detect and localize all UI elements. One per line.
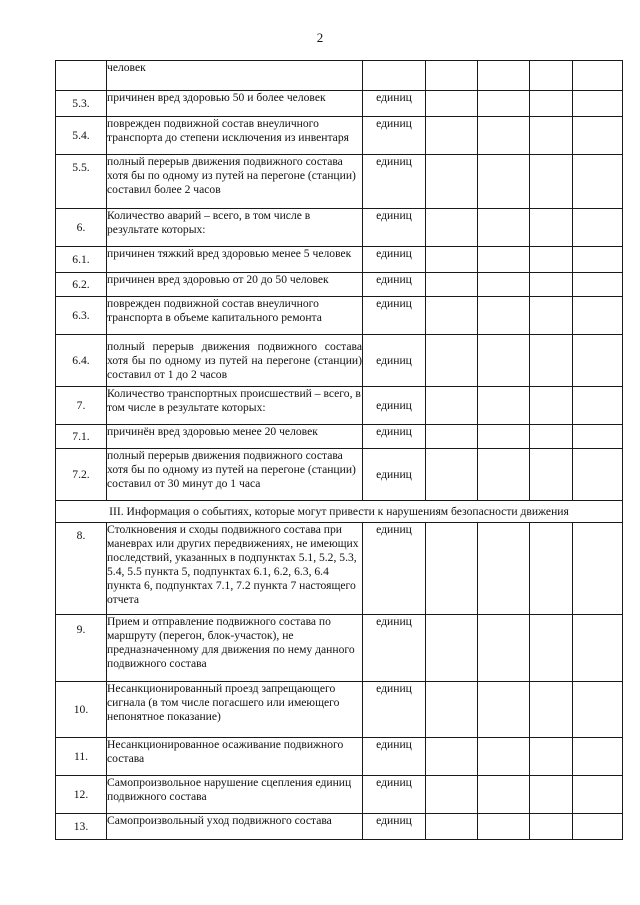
row-unit: единиц (363, 247, 426, 273)
row-description: полный перерыв движения подвижного состава хотя бы по одному из путей на перегоне (станции) составил более 2 часов (107, 155, 363, 209)
row-number: 5.5. (56, 155, 107, 209)
report-table (55, 60, 623, 840)
row-number: 6.3. (56, 297, 107, 335)
row-unit: единиц (363, 297, 426, 335)
row-description: Количество транспортных происшествий – всего, в том числе в результате которых: (107, 387, 363, 425)
value-cell (573, 387, 623, 425)
value-cell (530, 776, 573, 814)
row-description: причинен вред здоровью от 20 до 50 человек (107, 273, 363, 297)
row-description: Прием и отправление подвижного состава по маршруту (перегон, блок-участок), не предназначенному для движения по нему данного подвижного состава (107, 615, 363, 682)
value-cell (573, 335, 623, 387)
value-cell (478, 523, 530, 615)
value-cell (426, 387, 478, 425)
row-number: 13. (56, 814, 107, 840)
value-cell (573, 776, 623, 814)
row-unit: единиц (363, 273, 426, 297)
value-cell (573, 91, 623, 117)
value-cell (426, 776, 478, 814)
value-cell (530, 615, 573, 682)
value-cell (530, 738, 573, 776)
value-cell (478, 61, 530, 91)
value-cell (530, 387, 573, 425)
value-cell (573, 615, 623, 682)
value-cell (573, 738, 623, 776)
row-unit (363, 61, 426, 91)
value-cell (530, 425, 573, 449)
table-row (56, 425, 623, 449)
value-cell (530, 297, 573, 335)
row-description: Несанкционированное осаживание подвижного состава (107, 738, 363, 776)
value-cell (426, 209, 478, 247)
row-unit: единиц (363, 117, 426, 155)
value-cell (573, 61, 623, 91)
row-number (56, 61, 107, 91)
table-row (56, 814, 623, 840)
row-description: полный перерыв движения подвижного состава хотя бы по одному из путей на перегоне (станции) составил от 30 минут до 1 часа (107, 449, 363, 501)
table-row (56, 335, 623, 387)
value-cell (478, 615, 530, 682)
value-cell (530, 209, 573, 247)
row-description: причинен вред здоровью 50 и более человек (107, 91, 363, 117)
value-cell (478, 387, 530, 425)
value-cell (426, 297, 478, 335)
row-description: причинён вред здоровью менее 20 человек (107, 425, 363, 449)
value-cell (478, 209, 530, 247)
row-number: 10. (56, 682, 107, 738)
row-number: 5.3. (56, 91, 107, 117)
table-row (56, 209, 623, 247)
value-cell (426, 425, 478, 449)
row-unit: единиц (363, 615, 426, 682)
row-description: Самопроизвольное нарушение сцепления единиц подвижного состава (107, 776, 363, 814)
value-cell (478, 335, 530, 387)
table-row (56, 273, 623, 297)
value-cell (573, 209, 623, 247)
row-unit: единиц (363, 425, 426, 449)
table-row (56, 682, 623, 738)
value-cell (478, 91, 530, 117)
value-cell (573, 449, 623, 501)
value-cell (478, 449, 530, 501)
value-cell (426, 91, 478, 117)
value-cell (426, 523, 478, 615)
value-cell (478, 682, 530, 738)
row-description: причинен тяжкий вред здоровью менее 5 человек (107, 247, 363, 273)
row-number: 7.2. (56, 449, 107, 501)
row-description: Самопроизвольный уход подвижного состава (107, 814, 363, 840)
row-unit: единиц (363, 776, 426, 814)
value-cell (530, 814, 573, 840)
row-unit: единиц (363, 814, 426, 840)
table-row (56, 449, 623, 501)
row-number: 11. (56, 738, 107, 776)
table-row (56, 117, 623, 155)
value-cell (426, 449, 478, 501)
row-description: человек (107, 61, 363, 91)
row-unit: единиц (363, 387, 426, 425)
value-cell (426, 814, 478, 840)
value-cell (530, 91, 573, 117)
value-cell (573, 297, 623, 335)
row-unit: единиц (363, 738, 426, 776)
value-cell (530, 449, 573, 501)
table-row (56, 247, 623, 273)
value-cell (530, 117, 573, 155)
table-row (56, 523, 623, 615)
value-cell (530, 335, 573, 387)
value-cell (573, 155, 623, 209)
value-cell (478, 814, 530, 840)
value-cell (573, 682, 623, 738)
section-title: III. Информация о событиях, которые могут привести к нарушениям безопасности движения (56, 501, 623, 523)
row-unit: единиц (363, 449, 426, 501)
value-cell (530, 273, 573, 297)
value-cell (478, 155, 530, 209)
row-number: 6. (56, 209, 107, 247)
value-cell (530, 61, 573, 91)
row-number: 6.2. (56, 273, 107, 297)
row-description: поврежден подвижной состав внеуличного транспорта в объеме капитального ремонта (107, 297, 363, 335)
value-cell (426, 61, 478, 91)
value-cell (478, 738, 530, 776)
value-cell (573, 117, 623, 155)
row-number: 6.1. (56, 247, 107, 273)
value-cell (478, 776, 530, 814)
value-cell (426, 335, 478, 387)
row-number: 6.4. (56, 335, 107, 387)
value-cell (426, 155, 478, 209)
page-number: 2 (316, 30, 324, 45)
value-cell (478, 117, 530, 155)
row-unit: единиц (363, 155, 426, 209)
table-row (56, 387, 623, 425)
table-row (56, 738, 623, 776)
value-cell (530, 247, 573, 273)
row-unit: единиц (363, 209, 426, 247)
row-unit: единиц (363, 523, 426, 615)
row-description: полный перерыв движения подвижного состава хотя бы по одному из путей на перегоне (станции) составил от 1 до 2 часов (107, 335, 363, 387)
table-row (56, 91, 623, 117)
table-row (56, 61, 623, 91)
row-number: 7. (56, 387, 107, 425)
value-cell (573, 523, 623, 615)
value-cell (478, 297, 530, 335)
row-description: Несанкционированный проезд запрещающего сигнала (в том числе погасшего или имеющего непонятное показание) (107, 682, 363, 738)
row-unit: единиц (363, 682, 426, 738)
value-cell (573, 247, 623, 273)
row-number: 9. (56, 615, 107, 682)
row-number: 12. (56, 776, 107, 814)
value-cell (530, 155, 573, 209)
value-cell (426, 273, 478, 297)
value-cell (573, 425, 623, 449)
value-cell (426, 117, 478, 155)
row-number: 8. (56, 523, 107, 615)
row-unit: единиц (363, 91, 426, 117)
value-cell (573, 814, 623, 840)
row-description: поврежден подвижной состав внеуличного транспорта до степени исключения из инвентаря (107, 117, 363, 155)
row-number: 5.4. (56, 117, 107, 155)
row-description: Количество аварий – всего, в том числе в результате которых: (107, 209, 363, 247)
row-number: 7.1. (56, 425, 107, 449)
value-cell (426, 615, 478, 682)
table-row (56, 776, 623, 814)
value-cell (426, 682, 478, 738)
row-description: Столкновения и сходы подвижного состава при маневрах или других передвижениях, не имеющих последствий, указанных в подпунктах 5.1, 5.2, 5.3, 5.4, 5.5 пункта 5, подпунктах 6.1, 6.2, 6.3, 6.4 пункта 6, подпунктах 7.1, 7.2 пункта 7 настоящего отчета (107, 523, 363, 615)
value-cell (530, 682, 573, 738)
table-row (56, 615, 623, 682)
value-cell (426, 738, 478, 776)
value-cell (573, 273, 623, 297)
section-header-row (56, 501, 623, 523)
value-cell (478, 247, 530, 273)
value-cell (426, 247, 478, 273)
table-row (56, 155, 623, 209)
value-cell (478, 273, 530, 297)
row-unit: единиц (363, 335, 426, 387)
value-cell (478, 425, 530, 449)
value-cell (530, 523, 573, 615)
table-row (56, 297, 623, 335)
